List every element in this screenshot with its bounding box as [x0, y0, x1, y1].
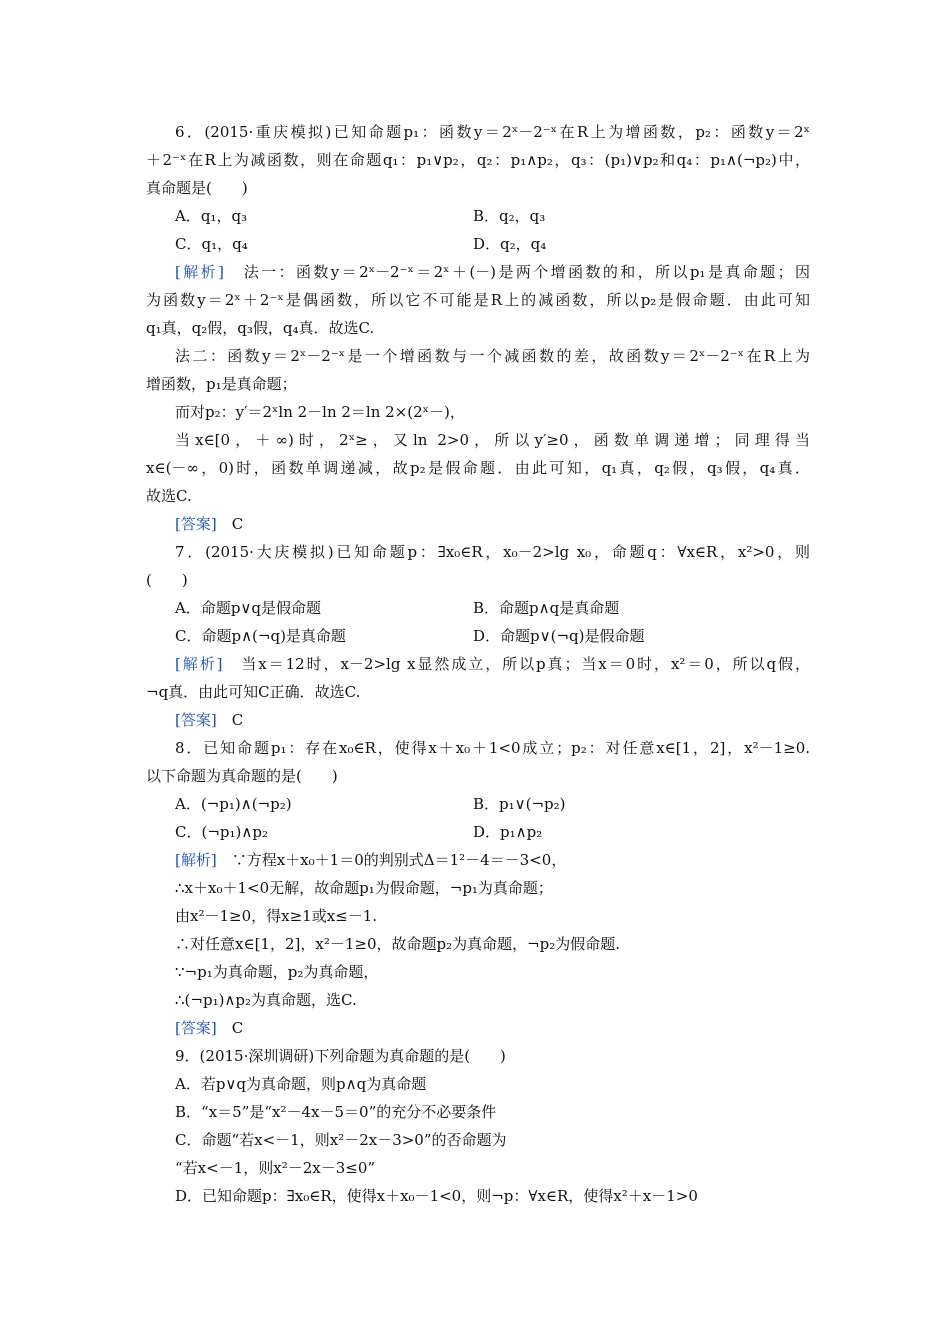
answer-tag: [答案] — [175, 711, 232, 729]
q6-option-c: C．q₁，q₄ — [175, 235, 248, 253]
q7-analysis-text-1: 当x＝12时，x－2>lg x显然成立，所以p真；当x＝0时，x²＝0，所以q假， — [241, 655, 810, 673]
q7-line-1: 7．(2015·大庆模拟)已知命题p：∃x₀∈R，x₀－2>lg x₀，命题q：∀x∈R，x²>0，则 — [175, 543, 810, 561]
q8-analysis-line-3: 由x²－1≥0，得x≥1或x≤－1. — [175, 907, 378, 925]
q8-option-c: C．(¬p₁)∧p₂ — [175, 823, 268, 841]
q7-option-b: B．命题p∧q是真命题 — [473, 599, 620, 617]
q7-answer — [175, 707, 810, 733]
q8-answer-value: C — [231, 1019, 244, 1037]
q6-method2-line-5: x∈(－∞，0)时，函数单调递减，故p₂是假命题．由此可知，q₁真，q₂假，q₃假，q₄真． — [146, 459, 810, 477]
q7-option-a: A．命题p∨q是假命题 — [175, 599, 322, 617]
q6-line-1: 6．(2015·重庆模拟)已知命题p₁：函数y＝2ˣ－2⁻ˣ在R上为增函数，p₂：函数y＝2ˣ — [175, 123, 810, 141]
q6-analysis-line-2: 为函数y＝2ˣ＋2⁻ˣ是偶函数，所以它不可能是R上的减函数，所以p₂是假命题．由此可知 — [146, 291, 810, 309]
analysis-tag: [解析] — [175, 263, 244, 281]
q6-option-b: B．q₂，q₃ — [473, 207, 546, 225]
q8-line-2: 以下命题为真命题的是( ) — [146, 767, 338, 785]
q6-analysis-text-1: 法一：函数y＝2ˣ－2⁻ˣ＝2ˣ＋(－)是两个增函数的和，所以p₁是真命题；因 — [243, 263, 810, 281]
q6-answer — [175, 511, 810, 537]
q6-method2-line-2: 增函数，p₁是真命题； — [146, 375, 297, 393]
q7-option-d: D．命题p∨(¬q)是假命题 — [473, 627, 645, 645]
q9-option-d: D．已知命题p：∃x₀∈R，使得x＋x₀－1<0，则¬p：∀x∈R，使得x²＋x－1>0 — [175, 1187, 698, 1205]
analysis-tag: [解析] — [175, 851, 232, 869]
q9-option-b: B．“x＝5”是“x²－4x－5＝0”的充分不必要条件 — [175, 1103, 497, 1121]
q6-method2-line-6: 故选C. — [146, 487, 192, 505]
q9-option-c-line-1: C．命题“若x<－1，则x²－2x－3>0”的否命题为 — [175, 1131, 507, 1149]
q6-analysis-line-1 — [175, 259, 810, 285]
q8-analysis-text-1: ∵方程x＋x₀＋1＝0的判别式Δ＝1²－4＝－3<0， — [231, 851, 567, 869]
q7-analysis-line-2: ¬q真．由此可知C正确．故选C. — [146, 683, 361, 701]
q8-analysis-line-4: ∴对任意x∈[1，2]，x²－1≥0，故命题p₂为真命题，¬p₂为假命题. — [175, 935, 621, 953]
q7-line-2: ( ) — [146, 571, 188, 589]
q8-analysis-line-2: ∴x＋x₀＋1<0无解，故命题p₁为假命题，¬p₁为真命题； — [175, 879, 553, 897]
q8-option-d: D．p₁∧p₂ — [473, 823, 543, 841]
q8-analysis-line-6: ∴(¬p₁)∧p₂为真命题，选C. — [175, 991, 357, 1009]
q6-method2-line-3: 而对p₂：y′＝2ˣln 2－ln 2＝ln 2×(2ˣ－)， — [175, 403, 465, 421]
q8-option-a: A．(¬p₁)∧(¬p₂) — [175, 795, 292, 813]
q8-option-b: B．p₁∨(¬p₂) — [473, 795, 566, 813]
q8-analysis-line-1 — [175, 847, 810, 873]
q6-option-a: A．q₁，q₃ — [175, 207, 248, 225]
q8-answer — [175, 1015, 810, 1041]
q9-line-1: 9．(2015·深圳调研)下列命题为真命题的是( ) — [175, 1047, 506, 1065]
q6-analysis-line-3: q₁真，q₂假，q₃假，q₄真．故选C. — [146, 319, 375, 337]
q8-line-1: 8．已知命题p₁：存在x₀∈R，使得x＋x₀＋1<0成立；p₂：对任意x∈[1，2]，x²－1≥0. — [175, 739, 810, 757]
q6-answer-value: C — [231, 515, 244, 533]
analysis-tag: [解析] — [175, 655, 242, 673]
q9-option-a: A．若p∨q为真命题，则p∧q为真命题 — [175, 1075, 427, 1093]
q7-answer-value: C — [231, 711, 244, 729]
answer-tag: [答案] — [175, 1019, 232, 1037]
q6-option-d: D．q₂，q₄ — [473, 235, 547, 253]
q6-method2-line-4: 当x∈[0，＋∞)时，2ˣ≥，又ln 2>0，所以y′≥0，函数单调递增；同理得当 — [175, 431, 810, 449]
q6-line-3: 真命题是( ) — [146, 179, 248, 197]
q6-method2-line-1: 法二：函数y＝2ˣ－2⁻ˣ是一个增函数与一个减函数的差，故函数y＝2ˣ－2⁻ˣ在R上为 — [175, 347, 810, 365]
q9-option-c-line-2: “若x<－1，则x²－2x－3≤0” — [175, 1159, 376, 1177]
q7-analysis-line-1 — [175, 651, 810, 677]
answer-tag: [答案] — [175, 515, 232, 533]
q8-analysis-line-5: ∵¬p₁为真命题，p₂为真命题， — [175, 963, 379, 981]
q7-option-c: C．命题p∧(¬q)是真命题 — [175, 627, 346, 645]
q6-line-2: ＋2⁻ˣ在R上为减函数，则在命题q₁：p₁∨p₂，q₂：p₁∧p₂，q₃：(p₁)∨p₂和q₄：p₁∧(¬p₂)中， — [146, 151, 810, 169]
